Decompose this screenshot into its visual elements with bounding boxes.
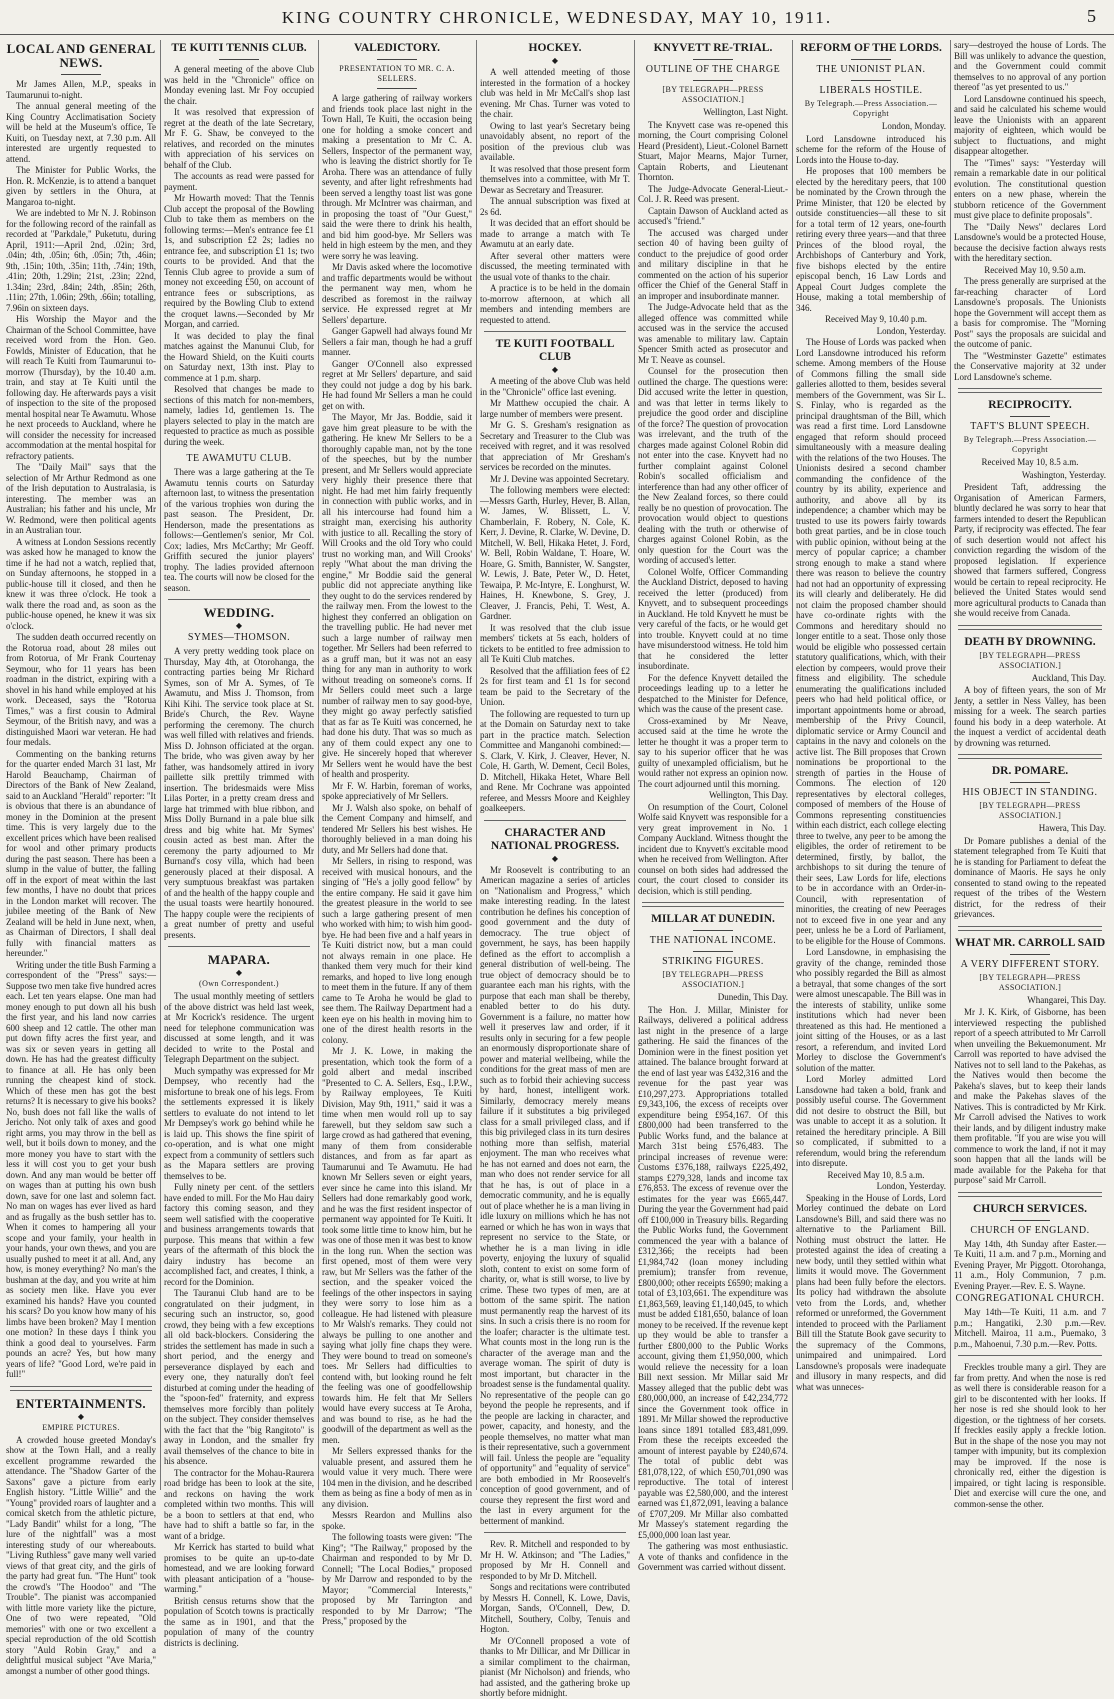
divider xyxy=(693,930,733,931)
divider xyxy=(168,599,310,600)
paragraph: On resumption of the Court, Colonel Wolfe said Knyvett was responsible for a very great improvement in No. 1 Company Auckland. Witness thought the incident due to Knyvett's excitable mood when he received from Wellington. After counsel on both sides had addressed the court, the court closed to consider its decision, which is still pending. xyxy=(638,801,788,896)
article-body xyxy=(480,67,630,325)
column-2 xyxy=(164,40,314,1648)
paragraph: Speaking in the House of Lords, Lord Morley continued the debate on Lord Lansdowne's Bill, and said there was no alternative to the Parliament Bill. Nothing must obstruct the latter. He protested against the idea of creating a new body, until they settled within what limits it would move. The Government plans had been fully before the electors. Its policy had withdrawn the absolute veto from the Lords, and, whether reformed or unreformed, the Government intended to proceed with the Parliament Bill till the Statute Book gave security to the supremacy of the Commons, unimpaired and unimpaired. Lord Lansdowne's proposals were inadequate and illusory in many respects, and did what was unneces- xyxy=(796,1192,946,1392)
article-heading: MAPARA. xyxy=(207,952,271,967)
paragraph: The House of Lords was packed when Lord Lansdowne introduced his reform scheme. Among members of the House of Commons filling the small side galleries allotted to them, besides several members of the Government, was Sir L. S. Finlay, who is regarded as the principal draughtsman of the Bill, which was read a first time. Lord Lansdowne engaged that reform should proceed simultaneously with a measure dealing with the relations of the two Houses. The Unionists desired a second chamber commanding the confidence of the country by its ability, experience and authority, and above all by its independence; a chamber which may be trusted to use its powers fairly towards both great parties, and be in close touch with public opinion, without being at the mercy of popular caprice; a chamber strong enough to make a stand where there was reason to believe the country had not had an opportunity of expressing its will clearly and deliberately. He did not claim the proposed chamber should have co-ordinate rights with the Commons and hereditary should no longer entitle to a seat. Those only those would be eligible who possessed certain statutory qualifications, which, with their election by compeers, would prove their fitness and eligibility. The schedule enumerating the qualifications included peers who had held political office, or important appointments home or abroad, membership of the Privy Council, diplomatic service or Army Council and captains in the navy and colonels on the active list. The Bill proposes that Crown nominations be proportional to the strength of parties in the House of Commons. The election of 120 representatives by electoral colleges, composed of members of the House of Commons representing constituencies within each district, each college electing three to twelve, any peer to be among the eligibles, the order of retirement to be determined, firstly, by ballot, the archbishops to sit during the tenure of their sees, Law Lords for life, elections to be in accordance with an Order-in-Council, with representation of minorities, the creating of new Peerages not to exceed five in one year and any peer, unless he be a Lord of Parliament, to be eligible for the House of Commons. xyxy=(796,337,946,946)
article-subheading: CHURCH OF ENGLAND. xyxy=(970,1224,1090,1236)
column-rule xyxy=(950,40,951,1490)
article-heading: KNYVETT RE-TRIAL. xyxy=(653,42,773,54)
ornament: ◆ xyxy=(551,365,559,374)
divider xyxy=(484,1532,626,1533)
column-4 xyxy=(480,40,630,1698)
article-heading: VALEDICTORY. xyxy=(354,42,440,54)
paragraph: A meeting of the above Club was held in the "Chronicle" office last evening. xyxy=(480,376,630,397)
article-subheading: A VERY DIFFERENT STORY. xyxy=(960,958,1100,970)
paragraph: The "Westminster Gazette" estimates the Conservative majority at 32 under Lord Lansdowne's scheme. xyxy=(954,350,1106,382)
paragraph: The press generally are surprised at the far-reaching character of Lord Lansdowne's proposals. The Unionists hope the Government will accept them as a basis for compromise. The "Morning Post" says the proposals are suicidal and the outcome of panic. xyxy=(954,276,1106,349)
paragraph: A well attended meeting of those interested in the formation of a hockey club was held in Mr McCall's shop last evening. Mr Chas. Turner was voted to the chair. xyxy=(480,67,630,119)
article-heading: TE AWAMUTU CLUB. xyxy=(186,453,292,464)
article-subheading: LIBERALS HOSTILE. xyxy=(819,85,923,96)
paragraph: The Judge-Advocate held that as the alleged offence was committed while accused was in the service the accused was amenable to military law. Captain Spencer Smith acted as prosecutor and Mr T. Neave as counsel. xyxy=(638,302,788,365)
paragraph: The Mayor, Mr Jas. Boddie, said it gave him great pleasure to be with the gathering. He knew Mr Sellers to be a thoroughly capable man, not by the tone of the speeches, but by the number present, and Mr Sellers would appreciate very highly their presence there that night. He had met him fairly frequently in connection with public works, and in all his intercourse had found him a straight man, exercising his authority with justice to all. Recalling the story of Will Crooks and the old Tory who could trust no working man, and Will Crooks' reply "What about the man driving the engine," Mr Boddie said the general public did not appreciate anything like they ought to do the services rendered by the railway men. From the lowest to the highest they conferred an obligation on the travelling public. He had never met such a large number of railway men together. Mr Sellers had been referred to as a gruff man, but it was not an easy thing for any man in authority to work without treading on someone's corns. If Mr Sellers could meet such a large number of railway men to say good-bye, they might go away perfectly satisfied that as far as Te Kuiti was concerned, he had done his duty. That was so much as any of them could expect any one to give. He sincerely hoped that wherever Mr Sellers went he would have the best of health and prosperity. xyxy=(322,412,472,779)
column-rule xyxy=(476,40,477,1490)
article-subheading: SYMES—THOMSON. xyxy=(187,632,291,643)
divider xyxy=(484,331,626,332)
divider xyxy=(851,80,891,81)
article-heading: TE KUITI FOOTBALL CLUB xyxy=(495,338,615,363)
place-line: Dunedin, This Day. xyxy=(717,992,788,1002)
paragraph: Captain Dawson of Auckland acted as accused's "friend." xyxy=(638,205,788,226)
paragraph: The Tauranui Club hand are to be congratulated on their judgment, in securing such an instructor, so, good crowd, they being with a few exceptions all old back-blockers. Considering the strides the settlement has made in such a short period, and the energy and perseverance displayed by each and every one, they naturally don't feel disturbed at coming under the heading of the "spoon-fed" fraternity, and express themselves more forcibly than politely on the subject. They consider themselves with the fact that the "big Rangitoto" is away in London, and the smaller fry avail themselves of the chance to bite in his absence. xyxy=(164,1288,314,1466)
paragraph: The following toasts were given: "The King"; "The Railway," proposed by the Chairman and responded to by Mr D. Connell; "The Local Bodies," proposed by Mr Darrow and responded to by the Mayor; "Commercial Interests," proposed by Mr Tarrington and responded to by Mr Darrow; "The Press," proposed by the xyxy=(322,1532,472,1626)
paragraph: The accounts as read were passed for payment. xyxy=(164,171,314,192)
article-subheading: THE NATIONAL INCOME. xyxy=(649,935,777,946)
paragraph: Mr Matthew occupied the chair. A large number of members were present. xyxy=(480,398,630,419)
paragraph: The contractor for the Mohau-Raurera road bridge has been to look at the site, and reckons on having the work completed within two months. This will be a boon to settlers at that end, who have had to shift a battle so far, in the want of a bridge. xyxy=(164,1467,314,1541)
divider xyxy=(484,820,626,821)
paragraph: Mr James Allen, M.P., speaks in Taumarunui to-night. xyxy=(6,79,156,100)
article-body xyxy=(954,40,1106,382)
paragraph: The accused was charged under section 40 of having been guilty of conduct to the prejudice of good order and military discipline in that he commented on the action of his superior officer the Chief of the General Staff in an improper and insubordinate manner. xyxy=(638,227,788,301)
paragraph: The Judge-Advocate General-Lieut.-Col. J. R. Reed was present. xyxy=(638,183,788,204)
ornament: ◆ xyxy=(551,56,559,65)
divider xyxy=(851,59,891,60)
paragraph: Rev. R. Mitchell and responded to by Mr H. W. Atkinson; and "The Ladies," proposed by Mr H. Connell and responded to by Mr D. Mitchell. xyxy=(480,1539,630,1581)
article-body xyxy=(164,467,314,593)
divider xyxy=(10,1386,152,1391)
divider xyxy=(958,926,1102,931)
article-heading: WEDDING. xyxy=(203,605,275,620)
article-body xyxy=(6,79,156,1380)
paragraph: Resolved that the affiliation fees of £2 2s for first team and £1 1s for second team be paid to the Secretary of the Union. xyxy=(480,665,630,707)
article-body xyxy=(164,646,314,940)
divider xyxy=(693,59,733,60)
paragraph: Mr G. S. Gresham's resignation as Secretary and Treasurer to the Club was received with regret, and it was resolved that appreciation of Mr Gresham's services be recorded on the minutes. xyxy=(480,420,630,472)
paragraph: Much sympathy was expressed for Mr Dempsey, who recently had the misfortune to break one of his legs. From the settlements expressed it is likely settlers to evaluate do not intend to let Mr Dempsey's work go behind while he is laid up. This shows the fine spirit of co-operation, and is what one might expect from a community of settlers such as the Mapara settlers are proving themselves to be. xyxy=(164,1065,314,1181)
place-line: Hawera, This Day. xyxy=(1038,823,1106,833)
paragraph: For the defence Knyvett detailed the proceedings leading up to a letter he despatched to the Minister for Defence, which was the cause of the present case. xyxy=(638,672,788,714)
article-heading: ENTERTAINMENTS. xyxy=(16,1395,146,1411)
column-1 xyxy=(6,40,156,1676)
column-7 xyxy=(954,40,1107,1509)
dateline: By Telegraph.—Press Association.—Copyright xyxy=(963,435,1097,454)
paragraph: Mr Sellers, in rising to respond, was received with musical honours, and the singing of "He's a jolly good fellow" by the entire company. He said it gave him the greatest pleasure in the world to see such a large gathering present of men who worked with him; to wish him good-bye. He had been five and a half years in Te Kuiti district now, but a man could not always remain in one place. He thanked them very much for their kind remarks, and hoped to live long enough to meet them in the future. If any of them came to Te Aroha he would be glad to see them. The Railway Department had a keen eye on his health in moving him to one of the direst health resorts in the colony. xyxy=(322,856,472,1045)
paragraph: Mr J. Walsh also spoke, on behalf of the Cement Company and himself, and tendered Mr Sellers his best wishes. He thoroughly believed in a man doing his duty, and Mr Sellers had done that. xyxy=(322,802,472,855)
paragraph: President Taft, addressing the Organisation of American Farmers, bluntly declared he was sorry to hear that farmers intended to desert the Republican Party, if reciprocity was effected. The fear of such desertion would not affect his conviction regarding the wisdom of the proposed legislation. If experience showed that farmers suffered, Congress would be certain to repeal reciprocity. He believed the United States would send more agricultural products to Canada than she would receive from Canada. xyxy=(954,482,1106,618)
paragraph: There was a large gathering at the Te Awamutu tennis courts on Saturday afternoon last, to witness the presentation of the various trophies won during the past season. The President, Dr. Henderson, made the presentations as follows:—Gentlemen's senior, Mr Col. Cox; ladies, Mrs McCarthy; Mr Geoff. Griffith secured the junior players' trophy. The ladies provided afternoon tea. The courts will now be closed for the season. xyxy=(164,467,314,593)
article-body xyxy=(954,685,1106,748)
paragraph: After several other matters were discussed, the meeting terminated with the usual vote of thanks to the chair. xyxy=(480,250,630,282)
ornament: ◆ xyxy=(235,968,243,977)
divider xyxy=(1010,954,1050,955)
paragraph: Writing under the title Bush Farming a correspondent of the "Press" says:—Suppose two men take five hundred acres each. Let ten years elapse. One man had money enough to put down all his bush the first year, and his land now carries 600 sheep and 12 cattle. The other man put down fifty acres the first year, and was six or seven years in getting all down. He has had the greatest difficulty to finance at all. He has only been running the cheapest kind of stock. Which of these men has got the best returns? It is necessary to give his books? No, bush does not fall like the walls of Jericho. Not only talk of axes and good right arms, you may throw in the bell as well, but it boils down to money, and the more money you have to start with the less it will cost you to get your bush down. And any man would be better off on wages than at putting his own bush down, save for one last and solemn fact. No man on wages has ever lived as hard and as frugally as the bush settler has to. When it comes to hampering all your scope and your family, your health in your hands, your own thews, and you are usually pushed to meet it at all. And, any how, is money everything? No man's the bushman at the day, and you write at him as society men like. Have you ever examined his hands? Have you counted his scars? Do you know how many of his limbs have been broken? May I mention one motion? In these days I think you think a good deal to yourselves. Farm pounds an acre? Yes, but how many years of life? "Good Lord, we're paid in full!" xyxy=(6,959,156,1379)
article-body xyxy=(954,1007,1106,1186)
place-line: Washington, Yesterday. xyxy=(1021,469,1106,480)
article-heading: DR. POMARE. xyxy=(991,765,1069,777)
paragraph: Mr J. K. Kirk, of Gisborne, has been interviewed respecting the published report of a speech attributed to Mr Carroll when unveiling the Bekuemonument. Mr Carroll was reported to have advised the Natives not to sell land to the Pakehas, as the Natives would then become the Pakeha's slaves, but to keep their lands and make the Pakehas slaves of the Natives. This is contradicted by Mr Kirk. Mr Carroll advised the Natives to work their lands, and by diligent industry make them profitable. "If you are wise you will commence to work the land, if not it may soon happen that all the lands will be made available for the Pakeha for that purpose" said Mr Carroll. xyxy=(954,1007,1106,1185)
paragraph: Mr Kerrick has started to build what promises to be quite an up-to-date homestead, and we are looking forward with pleasant anticipation of a "house-warming." xyxy=(164,1542,314,1594)
paragraph: The Hon. J. Millar, Minister for Railways, delivered a political address last night in the presence of a large gathering. He said the finances of the Dominion were in the finest position yet attained. The balance brought forward at the end of last year was £432,316 and the revenue for the past year was £10,297,273. Appropriations totalled £9,343,106, the excess of receipts over expenditure being £954,167. Of this £800,000 had been transferred to the Public Works fund, and the balance at March 31st being £576,483. The principal increases of revenue were: Customs £376,188, railways £225,492, stamps £279,328, lands and income tax £76,853. The excess of revenue over the estimates for the year was £665,447. During the year the Government had paid off £100,000 in Treasury bills. Regarding the Public Works fund, the Government commenced the year with a balance of £312,366; the receipts had been £1,984,742 (loan money including premium); transfer from revenue, £800,000; other receipts £6590; making a total of £3,103,661. The expenditure was £1,863,569, leaving £1,140,045, to which must be added £181,650, balance of loan money to be received. If the revenue kept up they would be able to transfer a further £800,000 to the Public Works account, giving them £1,950,000, which would relieve the necessity for a loan Bill next session. Mr Millar said Mr Massey alleged that the public debt was £80,000,000, an increase of £42,234,772 since the Government took office in 1891. Mr Millar showed the reproductive loans since 1891 totalled £83,481,099. From these the receipts exceeded the amount of interest payable by £240,674. The total of public debt was £81,078,122, of which £50,701,090 was reproductive. The total of interest payable was £2,580,000, and the interest earned was £1,872,091, leaving a balance of £707,209. Mr Millar also combatted Mr Massey's statement regarding the £5,000,000 loan last year. xyxy=(638,1004,788,1540)
divider xyxy=(693,951,733,952)
paragraph: Commenting on the banking returns for the quarter ended March 31 last, Mr Harold Beauchamp, Chairman of Directors of the Bank of New Zealand, said to an Auckland "Herald" reporter: "It is obvious that there is an abundance of money in the Dominion at the present time. This is very largely due to the excellent prices which have been realised for wool and other primary products during the past season. There has been a slump in the value of butter, the falling off in the export of meat within the last few months, I have no doubt that prices in the London market will recover. The jubilee meeting of the Bank of New Zealand will be held in June next, when, as Chairman of Directors, I shall deal fully with financial matters as hereunder." xyxy=(6,748,156,958)
article-body xyxy=(954,836,1106,920)
divider xyxy=(642,902,784,907)
article-subheading: EMPIRE PICTURES. xyxy=(42,1422,120,1432)
article-body xyxy=(480,865,630,1699)
column-rule xyxy=(634,40,635,1490)
place-line: London, Yesterday. xyxy=(876,325,946,336)
column-3 xyxy=(322,40,472,1626)
divider xyxy=(61,74,101,75)
article-heading: MILLAR AT DUNEDIN. xyxy=(651,913,775,925)
article-heading: WHAT MR. CARROLL SAID xyxy=(954,936,1106,949)
article-body xyxy=(638,1005,788,1573)
paragraph: Lord Lansdowne continued his speech, and said he calculated his scheme would leave the Unionists with an apparent majority of eighteen, which would be subject to fluctuations, and might disappear altogether. xyxy=(954,93,1106,156)
paragraph: Freckles trouble many a girl. They are far from pretty. And when the nose is red as well there is considerable reason for a girl to be discontented with her looks. If her nose is red she should look to her digestion, or the tightness of her corsets. If freckles easily apply a freckle lotion. But in the shape of the nose you may not tamper with impunity, but its complexion may be improved. If the nose is chronically red, either the digestion is impaired, or tight lacing is responsible. Diet and exercise will cure the one, and common-sense the other. xyxy=(954,1362,1106,1509)
paragraph: May 14th, 4th Sunday after Easter.—Te Kuiti, 11 a.m. and 7 p.m., Morning and Evening Prayer, Mr Piggott. Otorohanga, 11 a.m., Holy Communion, 7 p.m. Evening Prayer.—Rev. E. S. Wayne. xyxy=(954,1238,1107,1291)
column-rule xyxy=(792,40,793,1490)
paragraph: Ganger O'Connell also expressed regret at Mr Sellers' departure, and said they could not judge a dog by his bark. He had found Mr Sellers a man he could get on with. xyxy=(322,358,472,411)
paragraph: The sudden death occurred recently on the Rotorua road, about 28 miles out from Rotorua, of Mr Frank Courtenay Seymour, who for 11 years has been roadman in the district, expiring with a shovel in his hand while employed at his work. Deceased, says the "Rotorua Times," was a first cousin to Admiral Seymour, of the British navy, and was a distinguished Maori war veteran. He had four medals. xyxy=(6,632,156,747)
paragraph: His Worship the Mayor and the Chairman of the School Committee, have received word from the Hon. Geo. Fowlds, Minister of Education, that he will reach Te Kuiti from Taumarunui to-morrow (Thursday), by the 10.40 a.m. train, and stay at Te Kuiti until the following day. He afterwards pays a visit of inspection to the site of the proposed mental hospital near Te Awamutu. Whose he next proceeds to Auckland, where he will consider the necessity for increased accommodation at the mental hospital for refractory patients. xyxy=(6,314,156,461)
paragraph: Mr J. K. Lowe, in making the presentation, which took the form of a gold albert and medal inscribed "Presented to C. A. Sellers, Esq., I.P.W., by Railway employees, Te Kuiti Division, May 9th, 1911," said it was a time when men would roll up to say farewell, but they seldom saw such a large crowd as had gathered that evening, many of them from considerable distances, and from as far apart as Taumarunui and Te Awamutu. He had known Mr Sellers seven or eight years, ever since he came into this island. Mr Sellers had done remarkably good work, and he was the first resident inspector of permanent way appointed for Te Kuiti. It took some little time to know him, but he was one of those men it was best to know in the long run. When the section was first opened, most of them were very raw, but Mr Sellers was the father of the section, and the speaker voiced the feelings of the other inspectors in saying they were sorry to lose him as a colleague. He had listened with pleasure to Mr Walsh's remarks. They could not always be pulling to one another and saying what jolly fine chaps they were. They were bound to tread on someone's toes. Mr Sellers had difficulties to contend with, but looking round he felt the feeling was one of goodfellowship towards him. He felt that Mr Sellers would have every success at Te Aroha, and was bound to rise, as he had the goodwill of the department as well as the men. xyxy=(322,1046,472,1445)
paragraph: A crowded house greeted Monday's show at the Town Hall, and a really excellent programme rewarded the attendance. The "Shadow Garter of the Saxons" gave a picture from early English history. "Little Willie" and the "Young" provided roars of laughter and a comical sketch from the athletic picture, "Lady Bandit" whilst for a long, "The lure of the nightfall" was a most interesting study of our whereabouts. "Living Ruthless" gave many well varied views of that great city, and the girls of the party had great fun. "The Hunt" took the crowd's "The Hoodoo" and "The Trouble". The pianist was accompanied with little more variety like the picture, One of two were repeated, "Old memories" with one or two excellent a special reproduction of the old Scottish story "Auld Robin Gray," and a delightful musical subject "Ave Maria," amongst a number of other good things. xyxy=(6,1434,156,1676)
paragraph: A practice is to be held in the domain to-morrow afternoon, at which all members and intending members are requested to attend. xyxy=(480,283,630,325)
received-line: Received May 10, 9.50 a.m. xyxy=(984,264,1086,275)
column-6 xyxy=(796,40,946,1490)
paragraph: Dr Pomare publishes a denial of the statement telegraphed from Te Kuiti that he is standing for Parliament to defeat the dominance of Maoris. He says he only consented to stand owing to the repeated request of the tribes of the Western district, for the redress of their grievances. xyxy=(954,835,1106,919)
article-body xyxy=(322,93,472,1627)
paragraph: A very pretty wedding took place on Thursday, May 4th, at Otorohanga, the contracting parties being Mr Richard Symes, son of Mr A. Symes, of Te Awamutu, and Miss J. Thomson, from Kihi Kihi. The service took place at St. Bride's Church, the Rev. Wayne performing the ceremony. The church was well filled with relatives and friends. Miss D. Johnson officiated at the organ. The bride, who was given away by her father, was handsomely attired in ivory paillette silk prettily trimmed with insertion. The bridesmaids were Miss Lilas Porter, in a pretty cream dress and large hat trimmed with blue ribbon, and Miss Dolly Burnand in a pale blue silk dress and big white hat. Mr Symes' cousin acted as best man. After the ceremony the party adjourned to Mr Burnand's cosy villa, which had been generously placed at their disposal. A very sumptuous breakfast was partaken of and the health of the happy couple and the usual toasts were heartily honoured. The happy couple were the recipients of a great number of pretty and useful presents. xyxy=(164,646,314,940)
paragraph: Songs and recitations were contributed by Messrs H. Connell, K. Lowe, Davis, Morgan, Sands, O'Connell, Dew, D. Mitchell, Southery, Colby, Tenuis and Hogton. xyxy=(480,1582,630,1634)
article-body xyxy=(796,134,946,1393)
paragraph: Mr F. W. Harbin, foreman of works, spoke appreciatively of Mr Sellers. xyxy=(322,780,472,801)
divider xyxy=(958,625,1102,630)
ornament: ◆ xyxy=(235,621,243,630)
paragraph: The usual monthly meeting of settlers of the above district was held last week, at Mr Kocrick's residence. The urgent need for telephone communication was discussed at some length, and it was decided to write to the Postal and Telegraph Department on the subject. xyxy=(164,991,314,1064)
divider xyxy=(168,946,310,947)
article-body xyxy=(164,64,314,447)
dateline: [BY TELEGRAPH—PRESS ASSOCIATION.] xyxy=(662,85,764,104)
column-rule xyxy=(318,40,319,1490)
divider xyxy=(1010,416,1050,417)
place-line: London, Monday. xyxy=(881,121,946,131)
paragraph: Fully ninety per cent. of the settlers have ended to mill. For the Mo Hau dairy factory this coming season, and they seem well satisfied with the cooperative and business arrangements towards that purpose. This means that within a few years of the aftermath of this block the dairy industry has become an accomplished fact, and creates, I think, a record for the Dominion. xyxy=(164,1182,314,1287)
paragraph: A boy of fifteen years, the son of Mr Jenty, a settler in Ness Valley, has been missing for a week. The search parties found his body in a deep waterhole. At the inquest a verdict of accidental death by drowning was returned. xyxy=(954,685,1106,748)
paragraph: We are indebted to Mr N. J. Robinson for the following record of the rainfall as recorded at "Parkdale," Puketutu, during April, 1911:—April 2nd, .02in; 3rd, .04in; 4th, .05in; 6th, .05in; 7th, .46in; 9th, .15in; 10th, .35in; 11th, .74in; 19th, .41in; 20th, 1.29in; 21st, .23in; 22nd, 1.34in; 23rd, .84in; 24th, .85in; 26th, .11in; 27th, 1.06in; 29th, .66in; totalling, 7.96in on sixteen days. xyxy=(6,208,156,313)
paragraph: It was resolved that expression of regret at the death of the late Secretary, Mr F. G. Shaw, be conveyed to the relatives, and recorded on the minutes with appreciation of his services on behalf of the Club. xyxy=(164,107,314,170)
paragraph: The annual general meeting of the King Country Acclimatisation Society will be held at the Museum's office, Te Kuiti, on Tuesday next, at 7.30 p.m. All interested are urgently requested to attend. xyxy=(6,101,156,164)
paragraph: Cross-examined by Mr Neave, accused said at the time he wrote the letter he thought it was a proper term to say to his superior officer that he was guilty of unexampled officialism, but he would rather not express an opinion now. The court adjourned until this morning. xyxy=(638,715,788,789)
paragraph: The annual subscription was fixed at 2s 6d. xyxy=(480,196,630,217)
paragraph: Owing to last year's Secretary being unavoidably absent, no report of the position of the previous club was available. xyxy=(480,120,630,162)
paragraph: Resolved that changes be made to sections of this match for non-members, namely, ladies 1d, gentlemen 1s. The players selected to play in the match are requested to practice as much as possible during the week. xyxy=(164,384,314,447)
place-line: Wellington, This Day. xyxy=(708,790,788,800)
divider xyxy=(1010,1220,1050,1221)
article-heading: RECIPROCITY. xyxy=(988,399,1072,411)
article-heading: TE KUITI TENNIS CLUB. xyxy=(171,42,307,54)
article-heading: HOCKEY. xyxy=(528,42,582,54)
place-line: Whangarei, This Day. xyxy=(1027,994,1106,1005)
received-line: Received May 9, 10.40 p.m. xyxy=(825,314,927,324)
page-number: 5 xyxy=(1087,6,1096,26)
ornament: ◆ xyxy=(77,1411,85,1421)
article-body xyxy=(638,120,788,897)
paragraph: A general meeting of the above Club was held in the "Chronicle" office on Monday evening last. Mr Foy occupied the chair. xyxy=(164,64,314,106)
divider xyxy=(377,59,417,60)
paragraph: The "Times" says: "Yesterday will remain a remarkable date in our political evolution. The constitutional question enters on a new phase, wherein the stubborn reticence of the Government must give place to definite proposals". xyxy=(954,157,1106,220)
article-subheading: HIS OBJECT IN STANDING. xyxy=(962,787,1098,798)
divider xyxy=(377,88,417,89)
paragraph: Mr J. Devine was appointed Secretary. xyxy=(490,473,630,484)
article-body xyxy=(6,1435,156,1677)
article-heading: REFORM OF THE LORDS. xyxy=(800,42,942,54)
paragraph: Lord Lansdowne, in emphasising the gravity of the change, reminded those who possibly regarded the Bill as almost a betrayal, that some changes of the sort were almost unescapable. The Bill was in the interests of stability, unlike some institutions which had never been threatened as this had. He mentioned a joint sitting of the Houses, or as a last resort, a referendum, and invited Lord Morley to disclose the Government's solution of the matter. xyxy=(796,947,946,1073)
paragraph: The following are requested to turn up at the Domain on Saturday next to take part in the practice match. Selection Committee and Manganohi combined:—S. Clark, V. Kirk, J. Cleaver, Hever, N. Cole, H. Garth, W. Dement, Cecil Boles, D. Mitchell, Hikaka Hetet, Whare Bell and Rene. Mr Cochrane was appointed referee, and Messrs Moore and Keighley goalkeepers. xyxy=(480,708,630,813)
paragraph: Colonel Wolfe, Officer Commanding the Auckland District, deposed to having received the letter (produced) from Knyvett, and to subsequent proceedings in Auckland. He told Knyvett he must be very careful of the facts, or he would get into trouble. Knyvett could at no time have misunderstood witness. He told him that he considered the letter insubordinate. xyxy=(638,566,788,671)
dateline: [BY TELEGRAPH—PRESS ASSOCIATION.] xyxy=(662,970,764,989)
article-heading: DEATH BY DROWNING. xyxy=(964,635,1096,648)
paragraph: The following members were elected:—Messrs Garth, Hurley, Hever, B. Allan, W. James, W. Blissett, L. V. Chamberlain, F. Robery, N. Cole, K. Kerr, J. Devine, R. Clarke, W. Devine, D. Mitchell, W. Bell, Hikaka Hetet, J. Ford, W. Bell, Robin Waldane, T. Hoare, W. Hoare, G. Smith, Bannister, W. Sangster, W. Lewis, J. Bate, Peter W., D. Hetet, Tewaipa, P. Mc-Intyre, E. Longhurst, W. Haines, H. Knewbone, S. Grey, J. Cleaver, J. Francis, Pehi, T. West, A. Gardner. xyxy=(480,485,630,621)
divider xyxy=(958,1355,1102,1356)
paragraph: A large gathering of railway workers and friends took place last night in the Town Hall, Te Kuiti, the occasion being one for holding a smoke concert and making a presentation to Mr C. A. Sellers, Inspector of the permanent way, who is leaving the district shortly for Te Aroha. There was an attendance of fully seventy, and after light refreshments had been served a lengthy toast list was gone through. Mr McIntrer was chairman, and in proposing the toast of "Our Guest," said the were there to drink his health, and bid him good-bye. Mr Sellers was held in high esteem by the men, and they were sorry he was leaving. xyxy=(322,93,472,261)
masthead-title: KING COUNTRY CHRONICLE, WEDNESDAY, MAY 10, 1911. xyxy=(281,8,833,27)
paragraph: It was decided to play the final matches against the Manunui Club, for the Howard Shield, on the Kuiti courts on Saturday next, 13th inst. Play to commence at 1 p.m. sharp. xyxy=(164,330,314,383)
dateline: [BY TELEGRAPH—PRESS ASSOCIATION.] xyxy=(979,801,1081,820)
paragraph: The Knyvett case was re-opened this morning, the Court comprising Colonel Heard (President), Lieut.-Colonel Barnett Stuart, Major Mearns, Major Turner, Captain Roberts, and Lieutenant Thornton. xyxy=(638,119,788,182)
place-line: Wellington, Last Night. xyxy=(703,107,788,117)
article-body xyxy=(480,376,630,814)
article-subheading: PRESENTATION TO MR. C. A. SELLERS. xyxy=(339,64,455,83)
divider xyxy=(693,80,733,81)
paragraph: British census returns show that the population of Scotch towns is practically the same as in 1901, and that the population of many of the country districts is declining. xyxy=(164,1595,314,1648)
paragraph: sary—destroyed the house of Lords. The Bill was unlikely to advance the question, and the Government could commit themselves to no approval of any portion thereof "as yet presented to us." xyxy=(954,40,1106,92)
paragraph: Ganger Gapwell had always found Mr Sellers a fair man, though he had a gruff manner. xyxy=(322,326,472,357)
paragraph: He proposes that 100 members be elected by the hereditary peers, that 100 be nominated by the Crown through the Prime Minister, that 120 be elected by outside constituencies—all these to sit for a total term of 12 years, one-fourth retiring every three years—and that three Princes of the blood royal, the Archbishops of Canterbury and York, five bishops elected by the entire episcopal bench, 16 Law Lords and Appeal Court Judges complete the House, making a total membership of 346. xyxy=(796,166,946,313)
article-heading: LOCAL AND GENERAL NEWS. xyxy=(6,41,156,70)
article-heading: CHURCH SERVICES. xyxy=(973,1202,1087,1215)
article-subheading: (Own Correspondent.) xyxy=(199,979,279,988)
divider xyxy=(958,388,1102,393)
paragraph: Counsel for the prosecution then outlined the charge. The questions were: Did accused write the letter in question, and was that letter in terms likely to prejudice the good order and discipline of the force? The question of provocation was irrelevant, and the truth of the charges made against Colonel Robin did not enter into the case. Knyvett had no further complaint against Colonel Robin's socalled officialism and interference than had any other officer of the New Zealand forces, so there could really be no question of provocation. The provocation would object to questions dealing with the truth or otherwise of charges against Colonel Robin, as the only question for the Court was the wording of accused's letter. xyxy=(638,366,788,565)
article-body xyxy=(954,482,1106,619)
article-heading: CHARACTER AND NATIONAL PROGRESS. xyxy=(490,826,620,852)
paragraph: Lord Morley admitted Lord Lansdowne had taken a bold, frank and possibly useful course. The Government did not desire to obstruct the Bill, but was unable to accept it as a solution. It retained the hereditary principle. A Bill so complicated, if submitted to a referendum, would bring the referendum into disrepute. xyxy=(796,1074,946,1168)
dateline: [BY TELEGRAPH—PRESS ASSOCIATION.] xyxy=(979,650,1081,670)
paragraph: The "Daily News" declares Lord Lansdowne's would be a protected House, because the decisive faction always rests with the hereditary section. xyxy=(954,221,1106,263)
article-body xyxy=(954,1239,1106,1292)
divider xyxy=(958,754,1102,759)
paragraph: Mr Davis asked where the locomotive and traffic departments would be without the permanent way men, whom he described as foremost in the railway service. He expressed regret at Mr Sellers' departure. xyxy=(322,262,472,325)
divider xyxy=(219,59,259,60)
article-subheading: CONGREGATIONAL CHURCH. xyxy=(955,1293,1105,1304)
paragraph: Mr Sellers expressed thanks for the valuable present, and assured them he would value it very much. There were 104 men in the division, and he described them as being as fine a body of men as in any division. xyxy=(322,1446,472,1509)
paragraph: It was decided that an effort should be made to arrange a match with Te Awamutu at an early date. xyxy=(480,218,630,249)
paragraph: May 14th—Te Kuiti, 11 a.m. and 7 p.m.; Hangatiki, 2.30 p.m.—Rev. Mitchell. Mairoa, 11 a.m., Puemako, 3 p.m., Mahoenui, 7.30 p.m.—Rev. Potts. xyxy=(954,1307,1106,1349)
paragraph: The "Daily Mail" says that the selection of Mr Arthur Redmond as one of the Irish deputation to Australasia, is interesting. The member was an Australian; his father and his uncle, Mr W. Redmond, were then political agents in an Australian tour. xyxy=(6,462,156,535)
dateline: By Telegraph.—Press Association.—Copyright xyxy=(804,99,938,118)
dateline: [BY TELEGRAPH—PRESS ASSOCIATION.] xyxy=(979,972,1081,992)
place-line: London, Yesterday. xyxy=(876,1181,946,1191)
paragraph: Mr Roosevelt is contributing to an American magazine a series of articles on "Nationalism and Progress," which make interesting reading. In the latest contribution he defines his conception of good government and the duty of democracy. The true object of government, he says, has been happily defined as the effort to accomplish a general distribution of well-being. The true object of democracy should be to guarantee each man his rights, with the purpose that each man shall be thereby, enabled better to do his duty. Government is a failure, no matter how well it preserves law and order, if it results only in securing for a few people an enormously disproportionate share of power and material wellbeing, while the conditions for the great mass of men are such as to forbid their achieving success by hard, honest, intelligent work. Similarly, democracy merely means failure if it substitutes a big privileged class for a small privileged class, and if this big privileged class in its turn desires nothing more than selfish, material enjoyment. The man who receives what he has not earned and does not earn, the man who does not render service for all that he has, is out of place in a democratic community, and he is equally out of place whether he is a man living in idle luxury on millions which he has not earned or which he has won in ways that represent no service to the State, or whether he is a man living in idle poverty, enjoying the luxury of squalid sloth, content to exist on some form of charity, or, what is still worse, to live by crime. These two types of men, are at bottom of the same spirit. The nation must permanently reap the harvest of its sins. In such a crisis there is no room for the loafer; character is the ultimate test. What counts most in the long run is the character of the average man and the average woman. The spirit of duty is most important, but character in the broadest sense is the fundamental quality. No representative of the people can go beyond the people he represents, and if the people are lacking in character, and power, capacity, and honesty, and the people themselves, no matter what man is their representative, such a government will fail. Unless the people are "equality of opportunity" and "equality of service" are both embodied in Mr Roosevelt's conception of good government, and of course they represent the first word and the last in every argument for the betterment of mankind. xyxy=(480,864,630,1526)
divider xyxy=(1010,782,1050,783)
column-5 xyxy=(638,40,788,1572)
article-subheading: OUTLINE OF THE CHARGE xyxy=(645,64,781,75)
masthead xyxy=(0,0,1114,35)
paragraph: It was resolved that the club issue members' tickets at 5s each, holders of tickets to be entitled to free admission to all Te Kuiti Club matches. xyxy=(480,622,630,664)
article-subheading: STRIKING FIGURES. xyxy=(662,956,764,967)
divider xyxy=(958,1192,1102,1197)
paragraph: A witness at London Sessions recently was asked how he managed to know the time if he had not a watch, replied that, on Sunday afternoons, he stopped in a public-house till it closed, and then he knew it was three o'clock. He took a walk there the road and, as soon as the public-house opened, he knew it was six o'clock. xyxy=(6,536,156,631)
paragraph: Lord Lansdowne introduced his scheme for the reform of the House of Lords into the House to-day. xyxy=(796,133,946,165)
paragraph: Mr O'Connell proposed a vote of thanks to Mr Dillicar, and Mr Dillicar in a similar compliment to the chairman, pianist (Mr Nicholson) and friends, who had assisted, and the gathering broke up shortly before midnight. xyxy=(480,1635,630,1698)
place-line: Auckland, This Day. xyxy=(1031,672,1106,683)
paragraph: Mr Howarth moved: That the Tennis Club accept the proposal of the Bowling Club to take them as members on the following terms:—Men's entrance fee £1 1s, and subscription £2 2s; ladies no entrance fee, and subscription £1 1s; two courts to be provided. And that the Tennis Club agree to provide a sum of money not exceeding £50, on account of entrance fees or subscriptions, as required by the Bowling Club to extend the croquet lawns.—Seconded by Mr Morgan, and carried. xyxy=(164,193,314,329)
paragraph: The Minister for Public Works, the Hon. R. McKenzie, is to attend a banquet given by settlers in the Ohura, at Mangaroa to-night. xyxy=(6,165,156,207)
article-body xyxy=(954,1307,1106,1509)
article-subheading: TAFT'S BLUNT SPEECH. xyxy=(970,421,1090,432)
received-line: Received May 10, 8.5 a.m. xyxy=(981,457,1079,467)
article-body xyxy=(164,991,314,1648)
ornament: ◆ xyxy=(551,853,559,863)
paragraph: It was resolved that those present form themselves into a committee, with Mr T. Dewar as Secretary and Treasurer. xyxy=(480,163,630,195)
column-rule xyxy=(160,40,161,1490)
paragraph: The gathering was most enthusiastic. A vote of thanks and confidence in the Government was carried without dissent. xyxy=(638,1541,788,1572)
received-line: Received May 10, 8.5 a.m. xyxy=(827,1169,925,1180)
paragraph: Messrs Reardon and Mullins also spoke. xyxy=(322,1510,472,1531)
article-subheading: THE UNIONIST PLAN. xyxy=(816,64,926,75)
